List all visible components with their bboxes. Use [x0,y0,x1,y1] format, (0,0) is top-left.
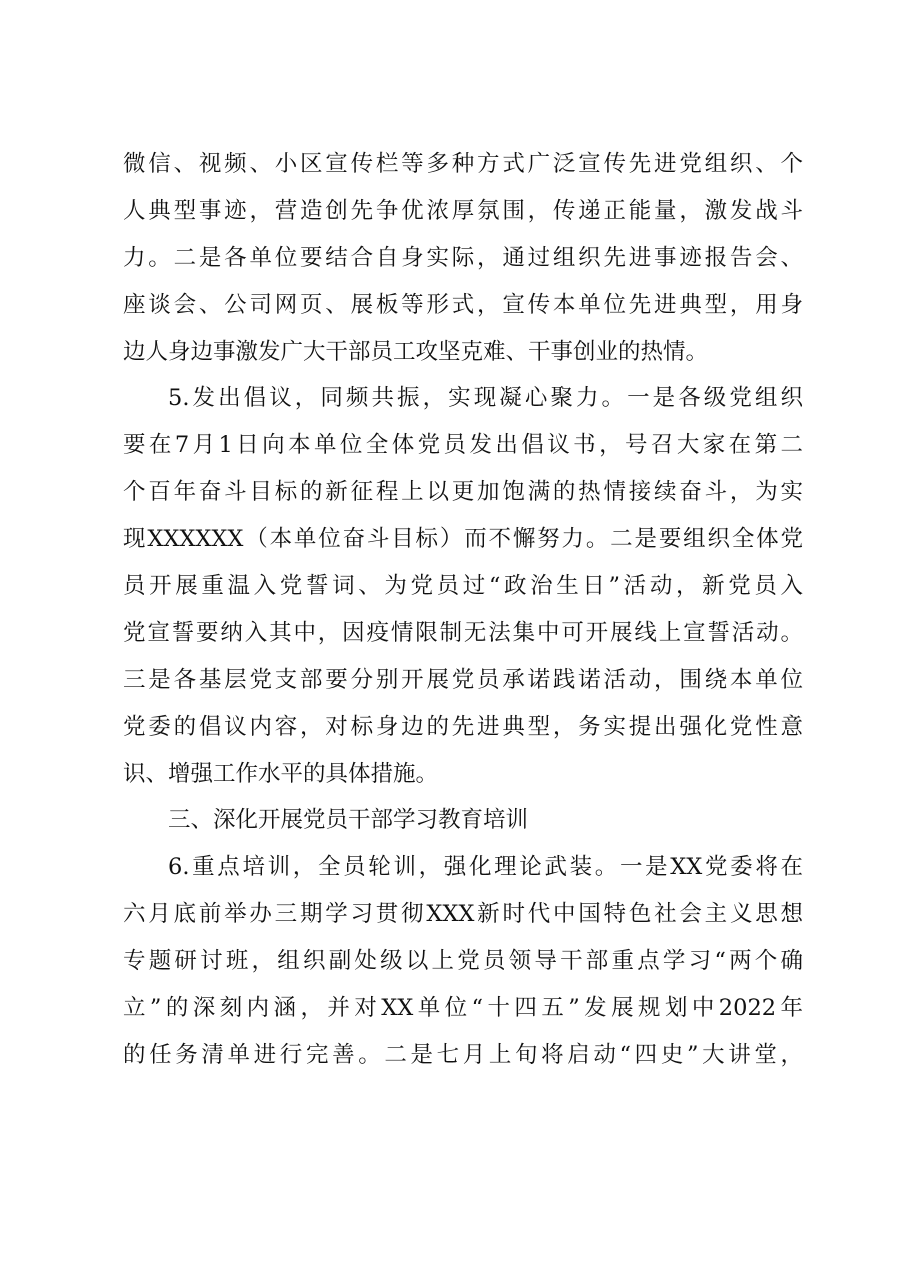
body-line: 座谈会、公司网页、展板等形式，宣传本单位先进典型，用身 [123,291,803,318]
body-line: 党委的倡议内容，对标身边的先进典型，务实提出强化党性意 [123,713,803,740]
body-line: 个百年奋斗目标的新征程上以更加饱满的热情接续奋斗，为实 [123,479,803,506]
body-line: 党宣誓要纳入其中，因疫情限制无法集中可开展线上宣誓活动。 [123,619,803,646]
body-line: 边人身边事激发广大干部员工攻坚克难、干事创业的热情。 [123,338,709,365]
document-body [123,141,803,1079]
body-line: 员开展重温入党誓词、为党员过“政治生日”活动，新党员入 [123,573,803,600]
body-line: 的任务清单进行完善。二是七月上旬将启动“四史”大讲堂， [123,1041,803,1068]
body-line: 三是各基层党支部要分别开展党员承诺践诺活动，围绕本单位 [123,666,803,693]
body-line: 人典型事迹，营造创先争优浓厚氛围，传递正能量，激发战斗 [123,197,803,224]
body-line: 力。二是各单位要结合自身实际，通过组织先进事迹报告会、 [123,244,803,271]
body-line: 微信、视频、小区宣传栏等多种方式广泛宣传先进党组织、个 [123,151,803,177]
body-line: 立”的深刻内涵，并对XX单位“十四五”发展规划中2022年 [123,995,803,1022]
body-line: 六月底前举办三期学习贯彻XXX新时代中国特色社会主义思想 [123,901,803,928]
body-line: 要在7月1日向本单位全体党员发出倡议书，号召大家在第二 [123,432,803,459]
body-line: 专题研讨班，组织副处级以上党员领导干部重点学习“两个确 [123,948,803,975]
body-line: 现XXXXXX（本单位奋斗目标）而不懈努力。二是要组织全体党 [123,526,803,553]
paragraph-heading-5: 5.发出倡议，同频共振，实现凝心聚力。一是各级党组织 [168,385,803,412]
paragraph-heading-6: 6.重点培训，全员轮训，强化理论武装。一是XX党委将在 [168,854,803,881]
section-heading-3: 三、深化开展党员干部学习教育培训 [168,807,529,834]
body-line: 识、增强工作水平的具体措施。 [123,760,439,787]
